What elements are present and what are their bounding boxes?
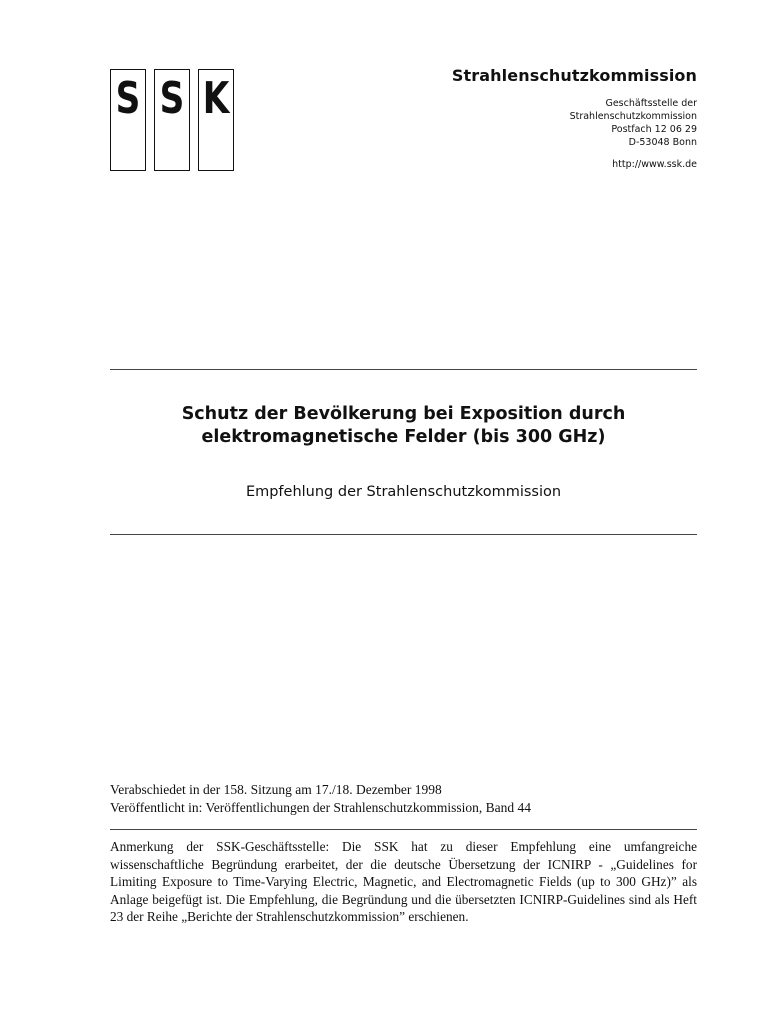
address-line: D-53048 Bonn [628, 137, 697, 148]
address-line: Strahlenschutzkommission [569, 111, 697, 122]
title-line: elektromagnetische Felder (bis 300 GHz) [201, 427, 606, 447]
document-subtitle: Empfehlung der Strahlenschutzkommission [245, 484, 562, 500]
secretariat-note: Anmerkung der SSK-Geschäftsstelle: Die SSK hat zu dieser Empfehlung eine umfangreiche wissenschaftliche Begründung erarbeitet, der die deutsche Übersetzung der ICNIRP - „Guidelines for Limiting Exposure to Time-Varying Electric, Magnetic, and Electromagnetic Fields (up to 300 GHz)” als Anlage beigefügt ist. Die Empfehlung, die Begründung und die übersetzten ICNIRP-Guidelines sind als Heft 23 der Reihe „Berichte der Strahlenschutzkommission” erschienen. [110, 839, 697, 924]
logo-letter: K [202, 73, 230, 124]
title-line: Schutz der Bevölkerung bei Exposition durch [181, 404, 626, 424]
publication-info [110, 781, 531, 817]
logo-letter: S [115, 73, 141, 124]
logo-box-k [198, 69, 234, 171]
website-link[interactable]: http://www.ssk.de [612, 159, 697, 170]
divider-middle [110, 534, 697, 535]
divider-top [110, 369, 697, 370]
adopted-line: Verabschiedet in der 158. Sitzung am 17./18. Dezember 1998 [110, 782, 442, 797]
published-line: Veröffentlicht in: Veröffentlichungen der Strahlenschutzkommission, Band 44 [110, 800, 532, 815]
address-line: Geschäftsstelle der [605, 98, 697, 109]
organization-header [452, 66, 697, 170]
divider-bottom [110, 829, 697, 830]
document-title [110, 403, 697, 449]
logo-box-s2 [154, 69, 190, 171]
address-line: Postfach 12 06 29 [611, 124, 697, 135]
logo-box-s1 [110, 69, 146, 171]
ssk-logo [110, 69, 242, 171]
organization-name: Strahlenschutzkommission [451, 66, 697, 85]
logo-letter: S [159, 73, 185, 124]
